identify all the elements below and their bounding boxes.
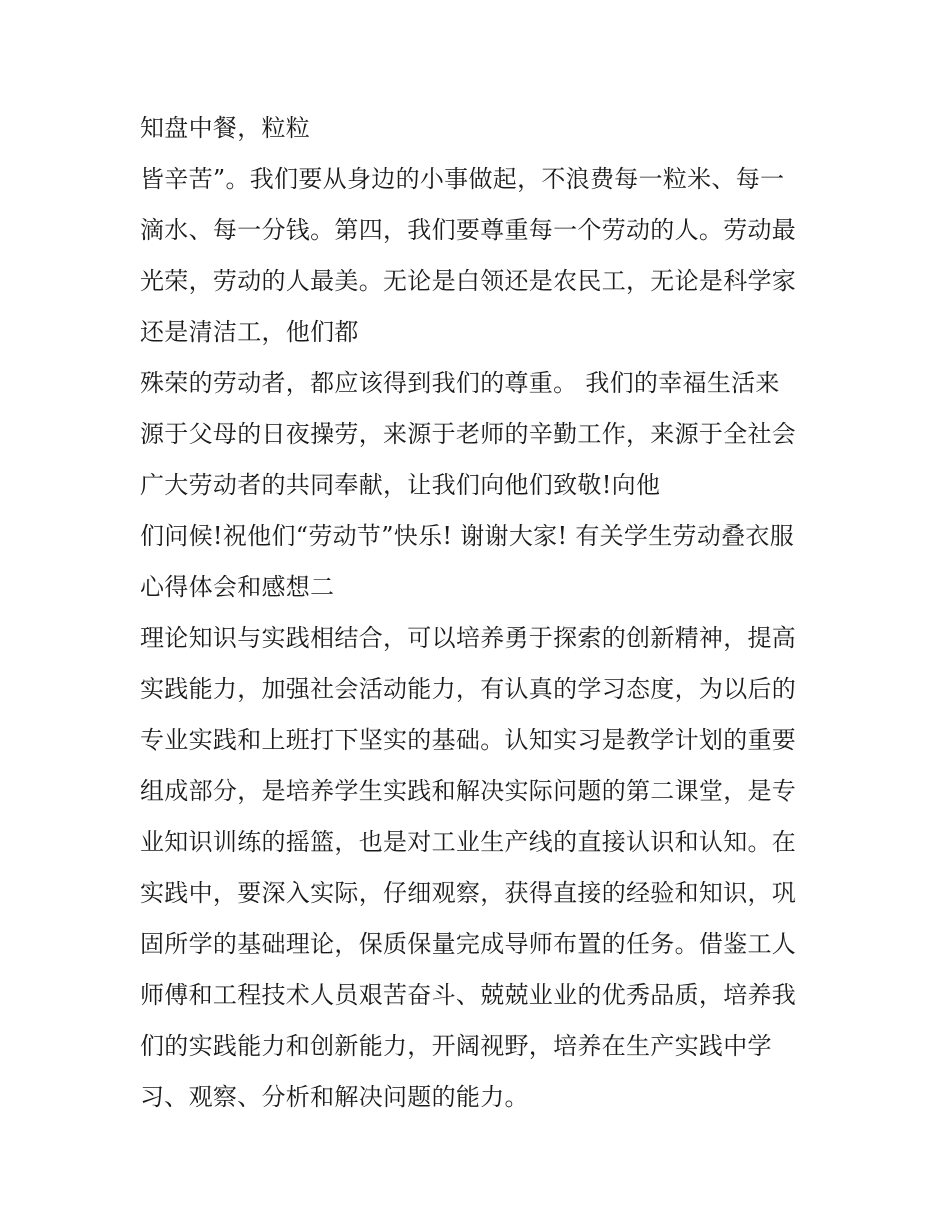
text-line: 还是清洁工，他们都: [140, 318, 359, 346]
text-line: 源于父母的日夜操劳，来源于老师的辛勤工作，来源于全社会: [140, 420, 797, 448]
text-line: 理论知识与实践相结合，可以培养勇于探索的创新精神，提高: [140, 624, 797, 652]
text-line: 广大劳动者的共同奉献，让我们向他们致敬!向他: [140, 471, 661, 499]
text-line: 光荣，劳动的人最美。无论是白领还是农民工，无论是科学家: [140, 267, 797, 295]
text-line: 业知识训练的摇篮，也是对工业生产线的直接认识和认知。在: [140, 828, 797, 856]
text-line: 滴水、每一分钱。第四，我们要尊重每一个劳动的人。劳动最: [140, 216, 797, 244]
text-line: 组成部分，是培养学生实践和解决实际问题的第二课堂，是专: [140, 777, 797, 805]
text-line: 师傅和工程技术人员艰苦奋斗、兢兢业业的优秀品质，培养我: [140, 981, 797, 1009]
text-line: 心得体会和感想二: [140, 573, 335, 601]
text-line: 实践能力，加强社会活动能力，有认真的学习态度，为以后的: [140, 675, 797, 703]
text-line: 知盘中餐，粒粒: [140, 114, 311, 142]
text-line: 习、观察、分析和解决问题的能力。: [140, 1083, 529, 1111]
text-line: 专业实践和上班打下坚实的基础。认知实习是教学计划的重要: [140, 726, 797, 754]
text-line: 殊荣的劳动者，都应该得到我们的尊重。 我们的幸福生活来: [140, 369, 780, 397]
text-line: 皆辛苦”。我们要从身边的小事做起，不浪费每一粒米、每一: [140, 165, 785, 193]
body-text: [140, 107, 830, 1127]
text-line: 们问候!祝他们“劳动节”快乐! 谢谢大家! 有关学生劳动叠衣服: [140, 522, 795, 550]
text-line: 们的实践能力和创新能力，开阔视野，培养在生产实践中学: [140, 1032, 772, 1060]
text-line: 实践中，要深入实际，仔细观察，获得直接的经验和知识，巩: [140, 879, 797, 907]
text-line: 固所学的基础理论，保质保量完成导师布置的任务。借鉴工人: [140, 930, 797, 958]
